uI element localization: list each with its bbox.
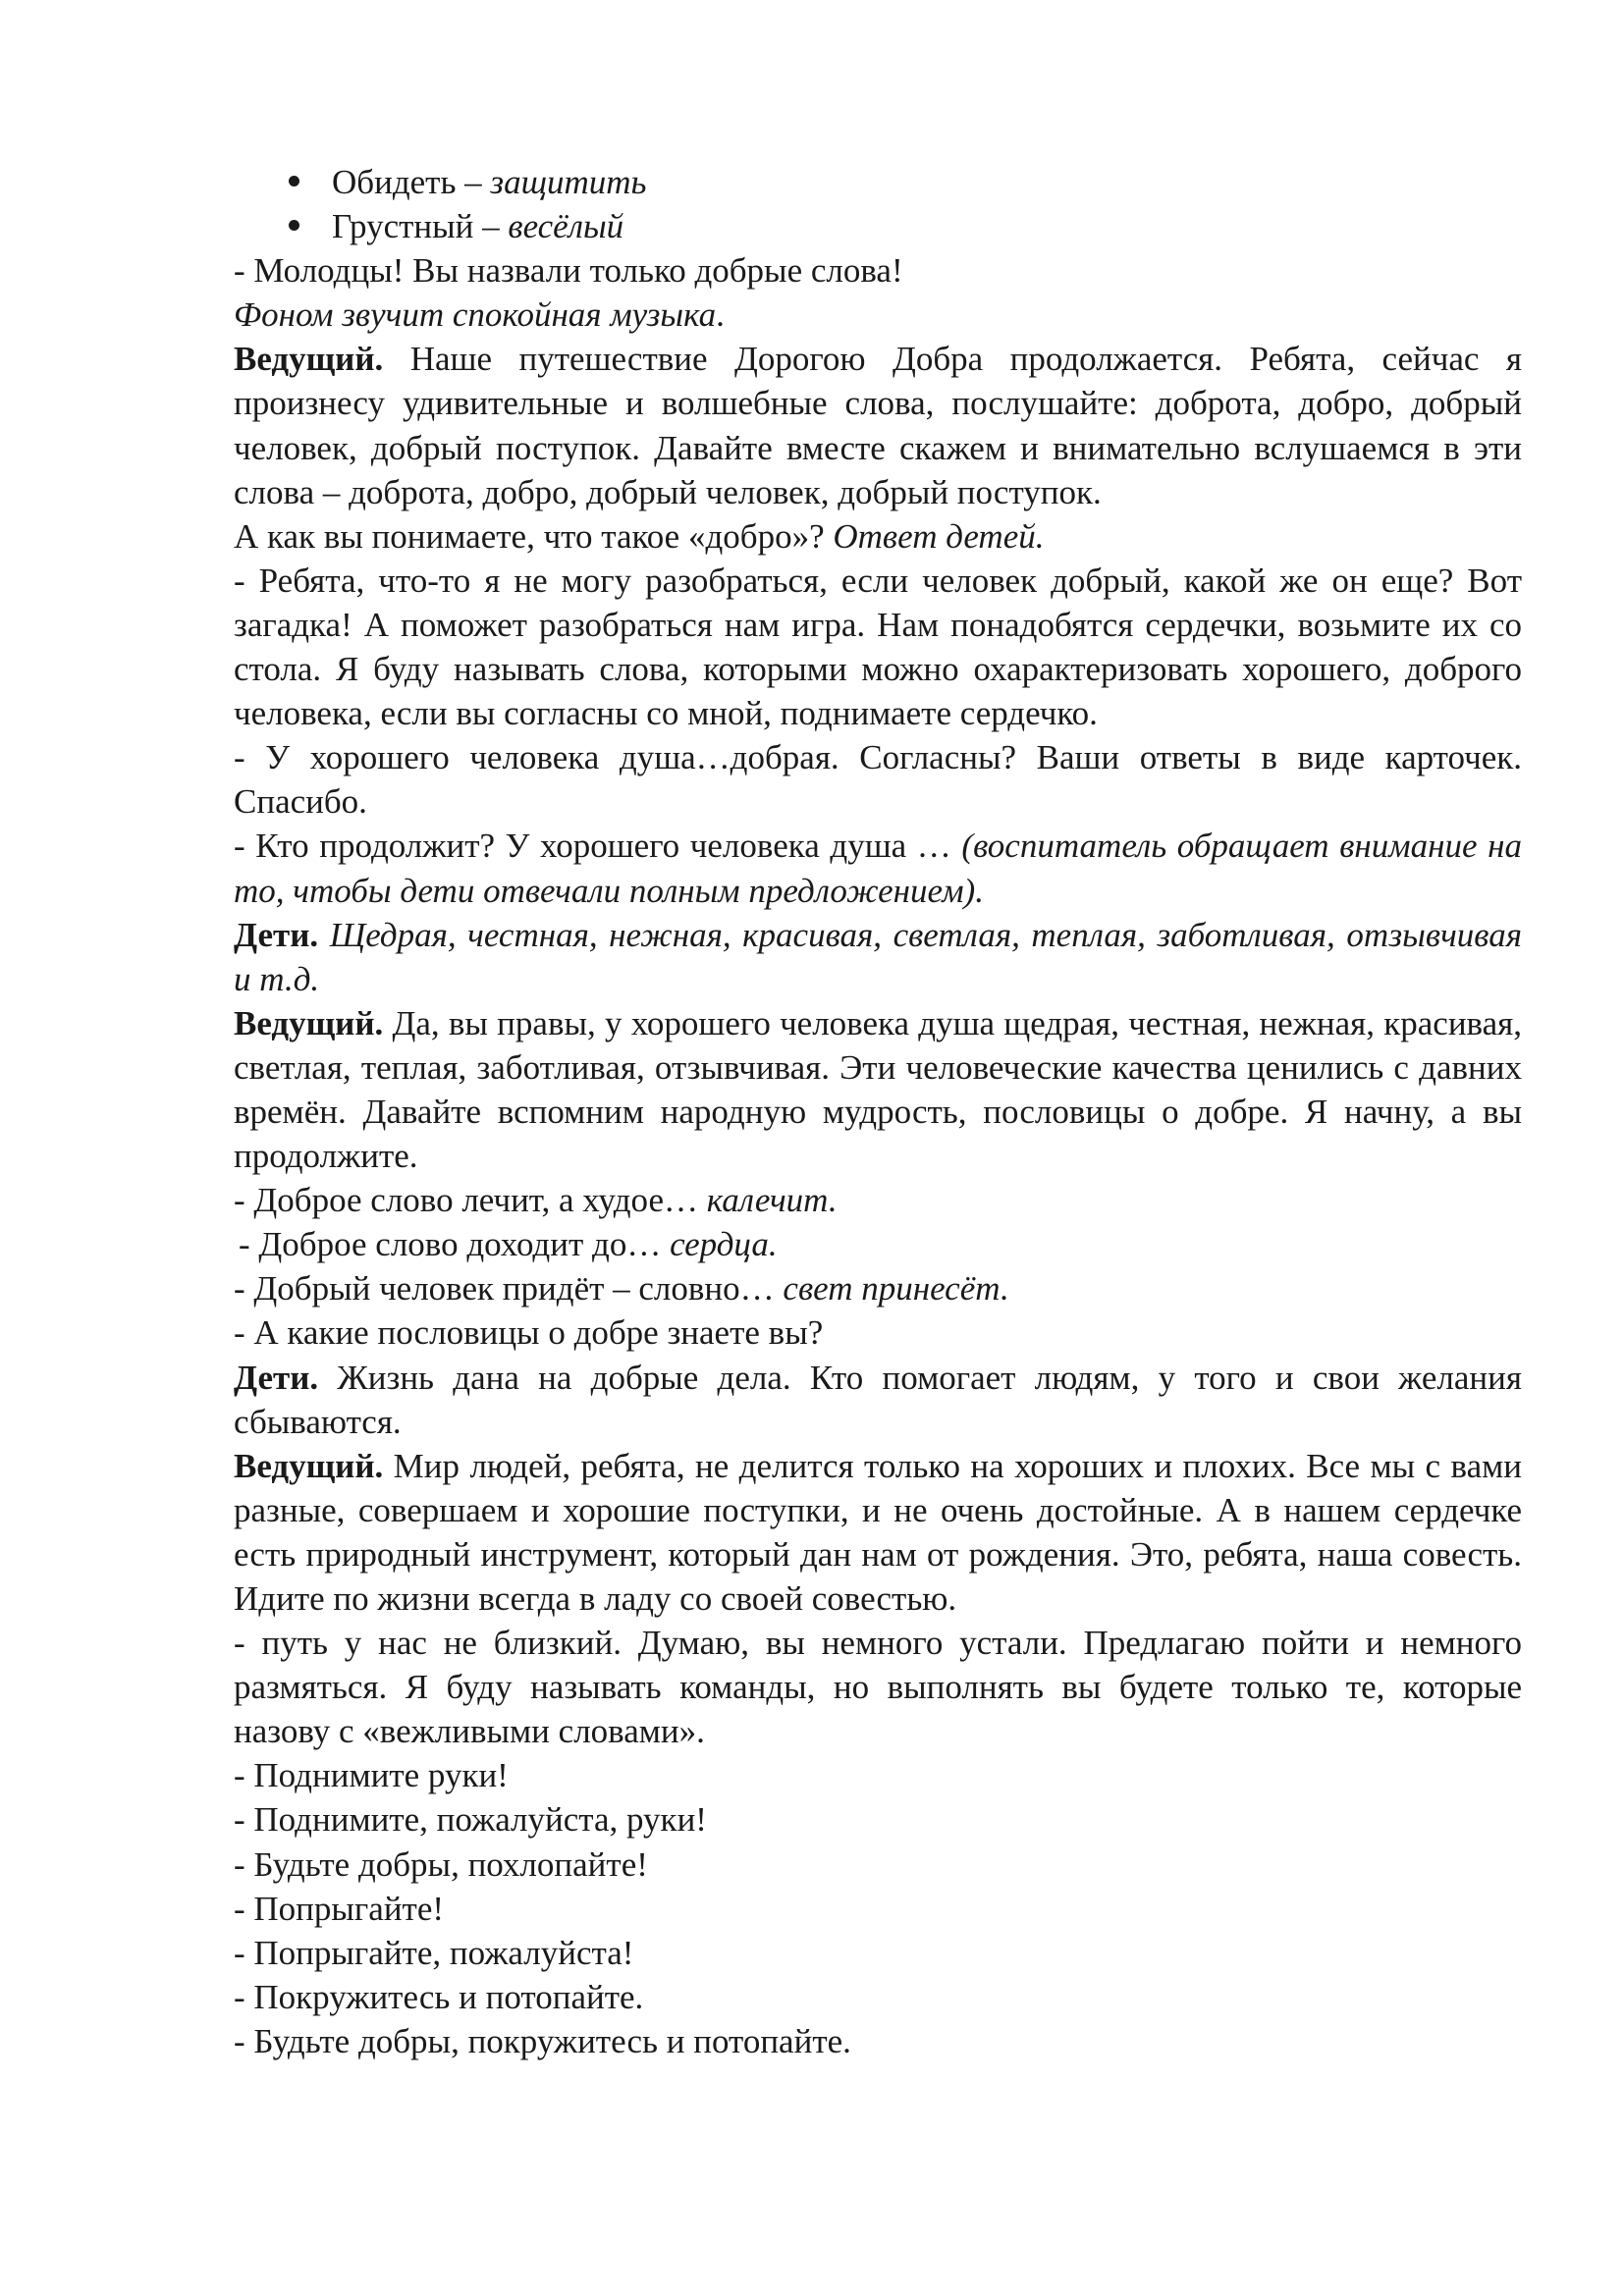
paragraph: - путь у нас не близкий. Думаю, вы немного устали. Предлагаю пойти и немного размяться. Я буду называть команды, но выполнять вы будете только те, которые назову с «вежливыми словами». — [234, 1624, 1522, 1751]
paragraph: А как вы понимаете, что такое «добро»? Ответ детей. — [234, 516, 1045, 556]
paragraph: - Кто продолжит? У хорошего человека душа … (воспитатель обращает внимание на то, чтобы дети отвечали полным предложением). — [234, 827, 1522, 910]
paragraph: - А какие пословицы о добре знаете вы? — [234, 1313, 824, 1353]
document-page — [234, 160, 1522, 2063]
speaker-label: Ведущий. — [234, 1446, 384, 1485]
paragraph: - Ребята, что-то я не могу разобраться, если человек добрый, какой же он еще? Вот загадка! А поможет разобраться нам игра. Нам понадобятся сердечки, возьмите их со стола. Я буду называть слова, которыми можно охарактеризовать хорошего, доброго человека, если вы согласны со мной, поднимаете сердечко. — [234, 561, 1522, 733]
speaker-label: Ведущий. — [234, 1003, 384, 1042]
list-item: - Будьте добры, похлопайте! — [234, 1844, 648, 1884]
paragraph: Ведущий. Мир людей, ребята, не делится только на хороших и плохих. Все мы с вами разные, совершаем и хорошие поступки, и не очень достойные. А в нашем сердечке есть природный инструмент, который дан нам от рождения. Это, ребята, наша совесть. Идите по жизни всегда в ладу со своей совестью. — [234, 1446, 1522, 1618]
paragraph: Дети. Щедрая, честная, нежная, красивая, светлая, теплая, заботливая, отзывчивая и т.д. — [234, 915, 1522, 998]
paragraph: - Доброе слово лечит, а худое… калечит. — [234, 1181, 838, 1220]
paragraph: - У хорошего человека душа…добрая. Согласны? Ваши ответы в виде карточек. Спасибо. — [234, 738, 1522, 822]
bullet-icon — [289, 220, 299, 231]
paragraph: Ведущий. Наше путешествие Дорогою Добра продолжается. Ребята, сейчас я произнесу удивительные и волшебные слова, послушайте: доброта, добро, добрый человек, добрый поступок. Давайте вместе скажем и внимательно вслушаемся в эти слова – доброта, добро, добрый человек, добрый поступок. — [234, 340, 1522, 511]
speaker-label: Дети. — [234, 915, 319, 954]
list-item: - Попрыгайте, пожалуйста! — [234, 1933, 634, 1972]
paragraph: Дети. Жизнь дана на добрые дела. Кто помогает людям, у того и свои желания сбываются. — [234, 1358, 1522, 1441]
paragraph: - Молодцы! Вы назвали только добрые слова! — [234, 251, 903, 291]
list-item: - Поднимите руки! — [234, 1756, 509, 1795]
paragraph: - Добрый человек придёт – словно… свет принесёт. — [234, 1269, 1009, 1308]
list-item: - Попрыгайте! — [234, 1889, 445, 1928]
speaker-label: Дети. — [234, 1358, 319, 1397]
stage-direction: Фоном звучит спокойная музыка. — [234, 295, 725, 335]
list-item: - Покружитесь и потопайте. — [234, 1977, 644, 2016]
command-list — [234, 1753, 1522, 2063]
list-item: - Будьте добры, покружитесь и потопайте. — [234, 2021, 851, 2060]
bullet-icon — [289, 176, 299, 187]
bullet-list — [234, 160, 1522, 248]
speaker-label: Ведущий. — [234, 340, 384, 379]
paragraph: Ведущий. Да, вы правы, у хорошего человека душа щедрая, честная, нежная, красивая, светлая, теплая, заботливая, отзывчивая. Эти человеческие качества ценились с давних времён. Давайте вспомним народную мудрость, пословицы о добре. Я начну, а вы продолжите. — [234, 1003, 1522, 1176]
paragraph: - Доброе слово доходит до… сердца. — [239, 1225, 778, 1264]
list-item: Грустный – весёлый — [234, 204, 1522, 248]
list-item: - Поднимите, пожалуйста, руки! — [234, 1800, 707, 1840]
list-item: Обидеть – защитить — [234, 160, 1522, 204]
